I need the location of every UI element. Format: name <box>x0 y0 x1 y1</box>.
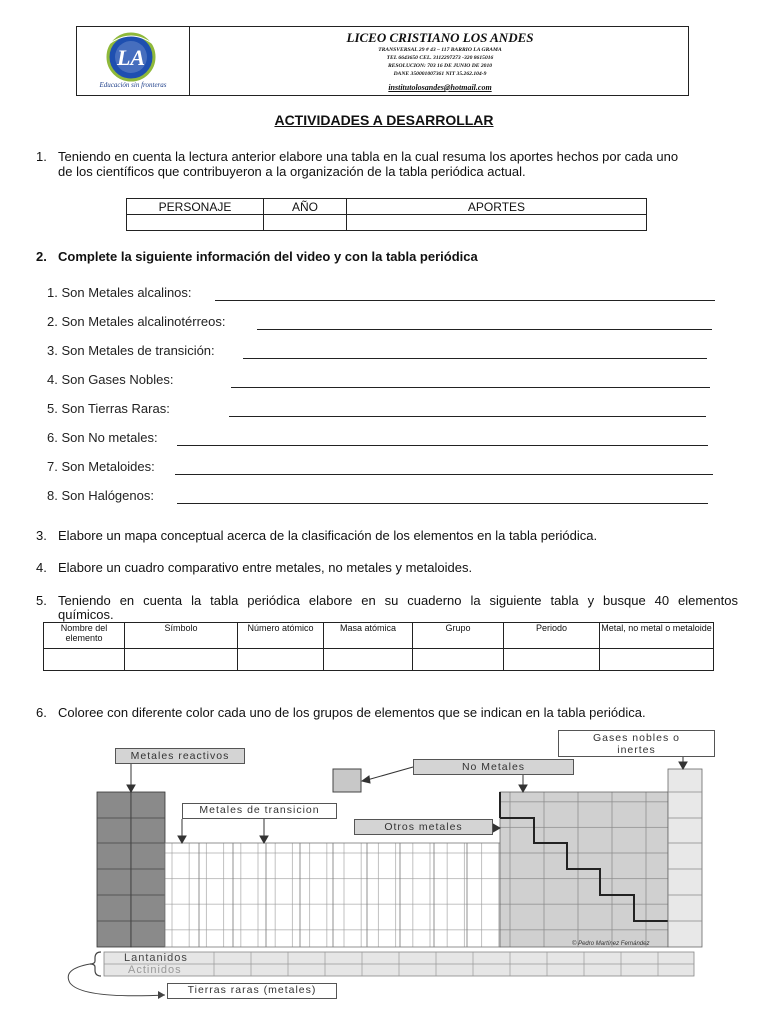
table-cell[interactable] <box>264 215 347 231</box>
fill-label: 5. Son Tierras Raras: <box>47 401 170 416</box>
fill-item-5 <box>47 401 717 419</box>
logo-caption: Educación sin fronteras <box>99 81 167 89</box>
q5-line1: Teniendo en cuenta la tabla periódica elabore en su cuaderno la siguiente tabla y busque 40 elementos <box>58 593 738 608</box>
elements-table <box>43 622 714 671</box>
lanthanides-actinides-rows <box>104 952 694 976</box>
fill-item-6 <box>47 430 717 448</box>
q5-line2: químicos. <box>58 607 114 622</box>
q5-number: 5. <box>36 593 47 608</box>
q4-text: Elabore un cuadro comparativo entre metales, no metales y metaloides. <box>58 560 473 575</box>
noble-gases-block <box>668 769 702 947</box>
fill-item-1 <box>47 285 717 303</box>
q2-text: Complete la siguiente información del video y con la tabla periódica <box>58 249 478 264</box>
q6-number: 6. <box>36 705 47 720</box>
fill-item-8 <box>47 488 717 506</box>
q1-line1: Teniendo en cuenta la lectura anterior elabore una tabla en la cual resuma los aportes hechos por cada uno <box>58 149 679 164</box>
answer-line[interactable] <box>177 503 708 504</box>
fill-label: 2. Son Metales alcalinotérreos: <box>47 314 226 329</box>
label-otros-metales: Otros metales <box>354 819 493 835</box>
reactive-metals-block <box>97 792 165 947</box>
fill-item-7 <box>47 459 717 477</box>
col-nombre: Nombre del elemento <box>44 623 125 649</box>
col-masa-atomica: Masa atómica <box>324 623 413 649</box>
table-cell[interactable] <box>347 215 647 231</box>
q2-number: 2. <box>36 249 47 264</box>
school-logo <box>83 30 183 94</box>
fill-item-3 <box>47 343 717 361</box>
answer-line[interactable] <box>229 416 706 417</box>
col-ano: AÑO <box>264 199 347 215</box>
transition-metals-block <box>165 843 500 947</box>
label-tierras-raras: Tierras raras (metales) <box>167 983 337 999</box>
answer-line[interactable] <box>231 387 710 388</box>
label-gases-nobles-line2: inertes <box>617 744 656 756</box>
q6-text: Coloree con diferente color cada uno de los grupos de elementos que se indican en la tabla periódica. <box>58 705 646 720</box>
table-cell[interactable] <box>127 215 264 231</box>
fill-label: 8. Son Halógenos: <box>47 488 154 503</box>
scientists-table <box>126 198 647 231</box>
periodic-table-diagram <box>0 725 768 1020</box>
col-grupo: Grupo <box>413 623 504 649</box>
school-header <box>76 26 689 96</box>
table-cell[interactable] <box>504 649 600 671</box>
col-numero-atomico: Número atómico <box>238 623 324 649</box>
fill-item-4 <box>47 372 717 390</box>
school-dane: DANE 350001007361 NIT 35.262.104-9 <box>393 71 487 77</box>
q1-number: 1. <box>36 149 47 164</box>
school-email[interactable]: institutolosandes@hotmail.com <box>388 83 492 92</box>
q1-line2: de los científicos que contribuyeron a la organización de la tabla periódica actual. <box>58 164 526 179</box>
col-metal: Metal, no metal o metaloide <box>600 623 714 649</box>
table-cell[interactable] <box>600 649 714 671</box>
table-cell[interactable] <box>44 649 125 671</box>
fill-item-2 <box>47 314 717 332</box>
fill-label: 4. Son Gases Nobles: <box>47 372 174 387</box>
label-gases-nobles-line1: Gases nobles o <box>593 732 680 744</box>
label-actinidos: Actinidos <box>128 964 182 976</box>
label-gases-nobles <box>558 730 715 757</box>
label-metales-transicion: Metales de transicion <box>182 803 337 819</box>
school-phone: TEL 6643650 CEL. 3112297273 -320 8615016 <box>386 55 494 61</box>
q3-text: Elabore un mapa conceptual acerca de la clasificación de los elementos en la tabla periódica. <box>58 528 598 543</box>
label-lantanidos: Lantanidos <box>124 952 188 964</box>
credit-text: © Pedro Martínez Fernández <box>572 941 650 947</box>
school-resolution: RESOLUCION: 703 16 DE JUNIO DE 2010 <box>387 63 493 69</box>
fill-label: 7. Son Metaloides: <box>47 459 155 474</box>
fill-label: 3. Son Metales de transición: <box>47 343 215 358</box>
table-cell[interactable] <box>238 649 324 671</box>
answer-line[interactable] <box>215 300 715 301</box>
col-simbolo: Símbolo <box>125 623 238 649</box>
table-cell[interactable] <box>324 649 413 671</box>
col-aportes: APORTES <box>347 199 647 215</box>
nonmetal-sample-cell <box>333 769 361 792</box>
answer-line[interactable] <box>243 358 707 359</box>
col-personaje: PERSONAJE <box>127 199 264 215</box>
q3-number: 3. <box>36 528 47 543</box>
fill-label: 1. Son Metales alcalinos: <box>47 285 192 300</box>
school-name: LICEO CRISTIANO LOS ANDES <box>346 30 534 45</box>
answer-line[interactable] <box>177 445 708 446</box>
answer-line[interactable] <box>175 474 713 475</box>
label-no-metales: No Metales <box>413 759 574 775</box>
svg-text:LA: LA <box>116 45 146 70</box>
label-metales-reactivos: Metales reactivos <box>115 748 245 764</box>
page-heading: ACTIVIDADES A DESARROLLAR <box>274 112 494 128</box>
q4-number: 4. <box>36 560 47 575</box>
answer-line[interactable] <box>257 329 712 330</box>
fill-label: 6. Son No metales: <box>47 430 158 445</box>
school-address: TRANSVERSAL 29 # 43 – 117 BARRIO LA GRAMA <box>378 47 502 53</box>
table-cell[interactable] <box>125 649 238 671</box>
col-periodo: Periodo <box>504 623 600 649</box>
table-cell[interactable] <box>413 649 504 671</box>
